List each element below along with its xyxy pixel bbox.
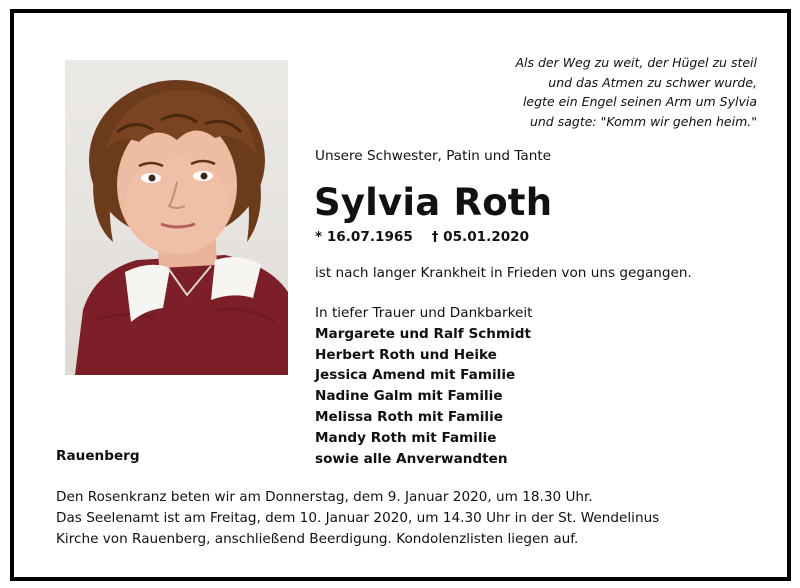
poem-line: und das Atmen zu schwer wurde,: [548, 74, 757, 90]
relation-intro: Unsere Schwester, Patin und Tante: [315, 148, 552, 164]
mourners-list: [315, 303, 532, 469]
mourner-name: Jessica Amend mit Familie: [315, 367, 516, 384]
service-line: Das Seelenamt ist am Freitag, dem 10. Januar 2020, um 14.30 Uhr in der St. Wendelinus: [56, 509, 660, 526]
portrait-illustration: [65, 60, 288, 375]
mourner-name: Melissa Roth mit Familie: [315, 408, 503, 425]
mourner-name: sowie alle Anverwandten: [315, 450, 508, 467]
passing-statement: ist nach langer Krankheit in Frieden von uns gegangen.: [315, 265, 692, 281]
deceased-name: Sylvia Roth: [314, 181, 553, 224]
poem-line: legte ein Engel seinen Arm um Sylvia: [522, 94, 757, 109]
poem: [515, 53, 757, 131]
poem-line: Als der Weg zu weit, der Hügel zu steil: [515, 55, 757, 70]
mourner-name: Margarete und Ralf Schmidt: [315, 325, 532, 342]
obituary-notice: [10, 9, 791, 581]
place-name: Rauenberg: [56, 448, 140, 464]
poem-line: und sagte: "Komm wir gehen heim.": [529, 113, 757, 129]
mourner-name: Nadine Galm mit Familie: [315, 388, 503, 405]
service-line: Den Rosenkranz beten wir am Donnerstag, dem 9. Januar 2020, um 18.30 Uhr.: [56, 489, 593, 505]
life-dates: [315, 229, 529, 245]
mourner-name: Mandy Roth mit Familie: [315, 429, 497, 446]
portrait-photo: [65, 60, 288, 375]
service-details: [56, 487, 659, 549]
death-date: † 05.01.2020: [431, 229, 530, 245]
mourner-name: Herbert Roth und Heike: [315, 346, 497, 363]
mourners-lead: In tiefer Trauer und Dankbarkeit: [315, 305, 533, 321]
service-line: Kirche von Rauenberg, anschließend Beerdigung. Kondolenzlisten liegen auf.: [56, 530, 579, 547]
birth-date: * 16.07.1965: [315, 229, 413, 245]
